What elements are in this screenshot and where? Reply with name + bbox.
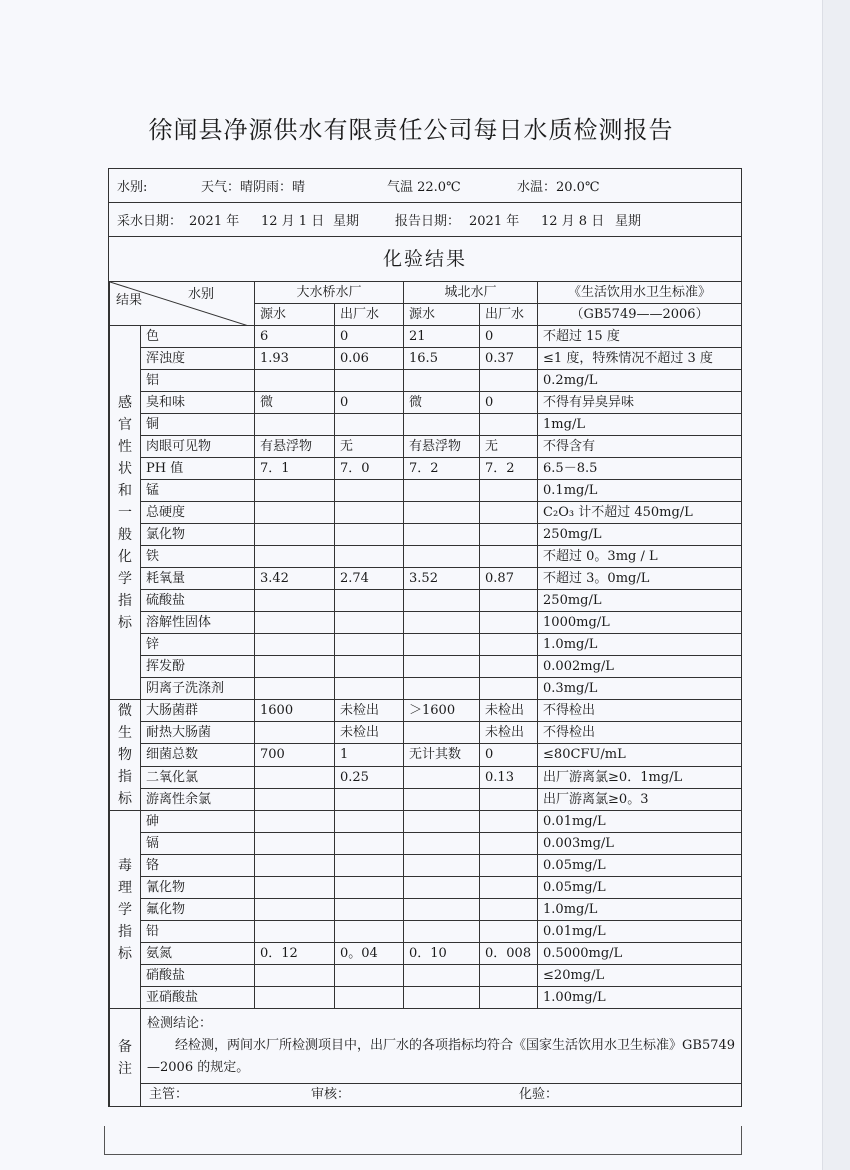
category-sensory-cell bbox=[110, 326, 141, 700]
cell-std: 不得检出 bbox=[538, 700, 742, 722]
table-row bbox=[110, 987, 742, 1009]
cell-dsq-out: 未检出 bbox=[335, 722, 404, 744]
cell-cb-out bbox=[480, 502, 538, 524]
cell-item: 锌 bbox=[141, 634, 255, 656]
cell-std: 0.01mg/L bbox=[538, 921, 742, 943]
cell-std: 出厂游离氯≥0。3 bbox=[538, 788, 742, 810]
weather-field: 天气：晴阴雨：晴 bbox=[201, 180, 306, 195]
cell-dsq-raw: 7．1 bbox=[255, 458, 335, 480]
table-row bbox=[110, 877, 742, 899]
cell-cb-raw bbox=[404, 965, 480, 987]
cell-cb-raw bbox=[404, 656, 480, 678]
cell-std: 0.1mg/L bbox=[538, 480, 742, 502]
cell-dsq-raw bbox=[255, 612, 335, 634]
cell-cb-raw bbox=[404, 855, 480, 877]
cell-dsq-raw bbox=[255, 921, 335, 943]
cell-dsq-out bbox=[335, 546, 404, 568]
cell-item: 铁 bbox=[141, 546, 255, 568]
cell-item: 硫酸盐 bbox=[141, 590, 255, 612]
cell-cb-out bbox=[480, 855, 538, 877]
cell-dsq-raw bbox=[255, 414, 335, 436]
cell-dsq-out bbox=[335, 921, 404, 943]
category-sensory: 感官性状和一般化学指标 bbox=[118, 394, 132, 631]
table-row bbox=[110, 656, 742, 678]
table-row bbox=[110, 855, 742, 877]
cell-item: 氯化物 bbox=[141, 524, 255, 546]
category-toxic: 毒理学指标 bbox=[118, 857, 132, 962]
table-row bbox=[110, 348, 742, 370]
cell-std: ≤20mg/L bbox=[538, 965, 742, 987]
cell-cb-out bbox=[480, 788, 538, 810]
cell-cb-raw bbox=[404, 634, 480, 656]
cell-cb-out: 0.37 bbox=[480, 348, 538, 370]
cell-dsq-out: 0.25 bbox=[335, 766, 404, 788]
table-row bbox=[110, 811, 742, 833]
cell-dsq-raw bbox=[255, 678, 335, 700]
cell-cb-raw: 16.5 bbox=[404, 348, 480, 370]
cell-item: 臭和味 bbox=[141, 392, 255, 414]
cell-item: 溶解性固体 bbox=[141, 612, 255, 634]
cell-cb-raw bbox=[404, 414, 480, 436]
table-row bbox=[110, 788, 742, 810]
cell-item: 游离性余氯 bbox=[141, 788, 255, 810]
supervisor-label: 主管： bbox=[149, 1087, 189, 1102]
sampling-weekday: 星期 bbox=[333, 214, 360, 229]
cell-item: 色 bbox=[141, 326, 255, 348]
conclusion-text: 经检测，两间水厂所检测项目中，出厂水的各项指标均符合《国家生活饮用水卫生标准》GB5749—2006 的规定。 bbox=[147, 1038, 736, 1075]
cell-cb-out: 0 bbox=[480, 392, 538, 414]
cell-item: 耗氧量 bbox=[141, 568, 255, 590]
cell-dsq-out: 0 bbox=[335, 392, 404, 414]
cell-cb-out bbox=[480, 656, 538, 678]
cell-dsq-out bbox=[335, 855, 404, 877]
cell-dsq-raw bbox=[255, 877, 335, 899]
tester-label: 化验： bbox=[519, 1087, 559, 1102]
cell-item: 氨氮 bbox=[141, 943, 255, 965]
table-row bbox=[110, 480, 742, 502]
cell-cb-out bbox=[480, 877, 538, 899]
remarks-row bbox=[110, 1009, 742, 1084]
cell-dsq-raw bbox=[255, 480, 335, 502]
cell-std: 1mg/L bbox=[538, 414, 742, 436]
sampling-year: 2021 年 bbox=[189, 214, 240, 229]
cell-cb-raw bbox=[404, 987, 480, 1009]
plant1-raw-header: 源水 bbox=[255, 304, 335, 326]
table-row bbox=[110, 965, 742, 987]
cell-dsq-raw bbox=[255, 524, 335, 546]
cell-cb-raw: 0．10 bbox=[404, 943, 480, 965]
cell-cb-out bbox=[480, 634, 538, 656]
table-row bbox=[110, 722, 742, 744]
report-weekday: 星期 bbox=[615, 214, 642, 229]
table-row bbox=[110, 546, 742, 568]
cell-dsq-raw bbox=[255, 656, 335, 678]
table-row bbox=[110, 766, 742, 788]
cell-dsq-out bbox=[335, 678, 404, 700]
cell-dsq-raw: 700 bbox=[255, 744, 335, 766]
cell-cb-raw bbox=[404, 877, 480, 899]
cell-cb-raw bbox=[404, 899, 480, 921]
report-date-label: 报告日期： bbox=[395, 214, 461, 229]
signature-row bbox=[110, 1084, 742, 1107]
report-month-day: 12 月 8 日 bbox=[541, 214, 605, 229]
cell-cb-raw bbox=[404, 370, 480, 392]
cell-dsq-raw bbox=[255, 590, 335, 612]
header-corner-cell bbox=[110, 282, 255, 326]
remarks-label: 备注 bbox=[118, 1038, 132, 1077]
cell-std: 不超过 3。0mg/L bbox=[538, 568, 742, 590]
cell-dsq-raw: 1.93 bbox=[255, 348, 335, 370]
date-row bbox=[109, 202, 741, 236]
cell-std: 0.5000mg/L bbox=[538, 943, 742, 965]
cell-cb-raw bbox=[404, 921, 480, 943]
cell-std: 0.3mg/L bbox=[538, 678, 742, 700]
cell-dsq-raw bbox=[255, 965, 335, 987]
report-title: 徐闻县净源供水有限责任公司每日水质检测报告 bbox=[148, 116, 674, 144]
cell-dsq-out: 7．0 bbox=[335, 458, 404, 480]
cell-cb-out: 7．2 bbox=[480, 458, 538, 480]
cell-dsq-out: 0.06 bbox=[335, 348, 404, 370]
air-temp-field: 气温 22.0℃ bbox=[387, 180, 461, 195]
cell-cb-raw: 3.52 bbox=[404, 568, 480, 590]
cell-std: 不得有异臭异味 bbox=[538, 392, 742, 414]
table-row bbox=[110, 833, 742, 855]
cell-dsq-raw: 0．12 bbox=[255, 943, 335, 965]
cell-dsq-raw bbox=[255, 788, 335, 810]
remarks-content bbox=[141, 1009, 742, 1084]
cell-std: 不得含有 bbox=[538, 436, 742, 458]
cell-cb-raw bbox=[404, 590, 480, 612]
category-toxic-cell bbox=[110, 811, 141, 1009]
sampling-month-day: 12 月 1 日 bbox=[261, 214, 325, 229]
table-row bbox=[110, 568, 742, 590]
cell-dsq-out: 无 bbox=[335, 436, 404, 458]
cell-cb-raw bbox=[404, 722, 480, 744]
cell-dsq-out bbox=[335, 634, 404, 656]
cell-cb-out: 0．008 bbox=[480, 943, 538, 965]
cell-dsq-out: 未检出 bbox=[335, 700, 404, 722]
cell-dsq-out: 2.74 bbox=[335, 568, 404, 590]
cell-std: 6.5－8.5 bbox=[538, 458, 742, 480]
cell-dsq-raw bbox=[255, 722, 335, 744]
cell-cb-raw: ＞1600 bbox=[404, 700, 480, 722]
cell-cb-out bbox=[480, 833, 538, 855]
table-row bbox=[110, 634, 742, 656]
table-header-row bbox=[110, 282, 742, 304]
cell-std: 250mg/L bbox=[538, 524, 742, 546]
table-row bbox=[110, 326, 742, 348]
table-row bbox=[110, 370, 742, 392]
cell-dsq-raw bbox=[255, 811, 335, 833]
cell-cb-out: 未检出 bbox=[480, 700, 538, 722]
cell-dsq-out bbox=[335, 370, 404, 392]
cell-item: 二氧化氯 bbox=[141, 766, 255, 788]
cell-item: 硝酸盐 bbox=[141, 965, 255, 987]
signature-cell bbox=[141, 1084, 742, 1107]
cell-item: 肉眼可见物 bbox=[141, 436, 255, 458]
cell-item: 细菌总数 bbox=[141, 744, 255, 766]
water-type-label: 水别: bbox=[117, 180, 148, 195]
sampling-date-label: 采水日期： bbox=[117, 214, 183, 229]
results-title: 化验结果 bbox=[109, 236, 741, 281]
cell-cb-out: 0.13 bbox=[480, 766, 538, 788]
cell-std: 1.0mg/L bbox=[538, 899, 742, 921]
cell-std: 250mg/L bbox=[538, 590, 742, 612]
cell-cb-out bbox=[480, 480, 538, 502]
cell-item: 浑浊度 bbox=[141, 348, 255, 370]
report-year: 2021 年 bbox=[469, 214, 520, 229]
cell-dsq-raw bbox=[255, 987, 335, 1009]
cell-item: 铜 bbox=[141, 414, 255, 436]
cell-std: 0.003mg/L bbox=[538, 833, 742, 855]
cell-std: 0.05mg/L bbox=[538, 855, 742, 877]
cell-dsq-raw bbox=[255, 855, 335, 877]
cell-item: 砷 bbox=[141, 811, 255, 833]
cell-cb-out bbox=[480, 612, 538, 634]
cell-cb-raw: 无计其数 bbox=[404, 744, 480, 766]
cell-item: 铝 bbox=[141, 370, 255, 392]
cell-dsq-raw bbox=[255, 634, 335, 656]
report-frame bbox=[108, 168, 742, 1107]
table-row bbox=[110, 436, 742, 458]
plant2-out-header: 出厂水 bbox=[480, 304, 538, 326]
cell-dsq-raw bbox=[255, 899, 335, 921]
cell-dsq-raw bbox=[255, 502, 335, 524]
cell-cb-out: 无 bbox=[480, 436, 538, 458]
cell-cb-out bbox=[480, 370, 538, 392]
cell-dsq-out bbox=[335, 414, 404, 436]
remarks-label-cell bbox=[110, 1009, 141, 1107]
plant1-header: 大水桥水厂 bbox=[255, 282, 404, 304]
cell-cb-raw: 21 bbox=[404, 326, 480, 348]
cell-dsq-raw bbox=[255, 546, 335, 568]
cell-dsq-raw bbox=[255, 370, 335, 392]
cell-cb-raw: 7．2 bbox=[404, 458, 480, 480]
cell-cb-raw bbox=[404, 612, 480, 634]
standard-header-line1: 《生活饮用水卫生标准》 bbox=[538, 282, 742, 304]
cell-std: 0.2mg/L bbox=[538, 370, 742, 392]
category-micro-cell bbox=[110, 700, 141, 811]
bottom-blank-row bbox=[104, 1126, 742, 1155]
cell-cb-raw bbox=[404, 524, 480, 546]
cell-std: C₂O₃ 计不超过 450mg/L bbox=[538, 502, 742, 524]
results-table bbox=[109, 281, 742, 1107]
table-row bbox=[110, 524, 742, 546]
cell-item: 总硬度 bbox=[141, 502, 255, 524]
signature-line bbox=[141, 1084, 741, 1106]
plant2-raw-header: 源水 bbox=[404, 304, 480, 326]
cell-cb-out bbox=[480, 921, 538, 943]
cell-cb-raw bbox=[404, 546, 480, 568]
cell-std: 不超过 15 度 bbox=[538, 326, 742, 348]
cell-std: 0.05mg/L bbox=[538, 877, 742, 899]
cell-item: 铬 bbox=[141, 855, 255, 877]
cell-std: 出厂游离氯≥0．1mg/L bbox=[538, 766, 742, 788]
cell-dsq-out bbox=[335, 987, 404, 1009]
table-row bbox=[110, 744, 742, 766]
cell-std: 1.0mg/L bbox=[538, 634, 742, 656]
cell-cb-raw: 微 bbox=[404, 392, 480, 414]
cell-cb-out: 0 bbox=[480, 326, 538, 348]
cell-cb-out: 0 bbox=[480, 744, 538, 766]
page-edge bbox=[822, 0, 850, 1170]
corner-result-label: 结果 bbox=[116, 293, 143, 308]
cell-std: 不得检出 bbox=[538, 722, 742, 744]
cell-dsq-out: 1 bbox=[335, 744, 404, 766]
weather-row bbox=[109, 168, 741, 202]
table-row bbox=[110, 943, 742, 965]
cell-item: 铅 bbox=[141, 921, 255, 943]
corner-water-label: 水别 bbox=[187, 287, 214, 302]
cell-dsq-out bbox=[335, 965, 404, 987]
cell-dsq-raw: 6 bbox=[255, 326, 335, 348]
cell-item: 氰化物 bbox=[141, 877, 255, 899]
cell-item: 大肠菌群 bbox=[141, 700, 255, 722]
cell-std: 0.01mg/L bbox=[538, 811, 742, 833]
cell-cb-raw bbox=[404, 502, 480, 524]
cell-dsq-raw: 3.42 bbox=[255, 568, 335, 590]
cell-cb-out bbox=[480, 811, 538, 833]
cell-cb-raw bbox=[404, 811, 480, 833]
table-row bbox=[110, 458, 742, 480]
cell-cb-raw bbox=[404, 766, 480, 788]
results-body bbox=[110, 326, 742, 1009]
cell-dsq-out bbox=[335, 656, 404, 678]
cell-dsq-out bbox=[335, 833, 404, 855]
cell-cb-out bbox=[480, 546, 538, 568]
cell-dsq-out bbox=[335, 788, 404, 810]
cell-dsq-raw: 有悬浮物 bbox=[255, 436, 335, 458]
table-row bbox=[110, 612, 742, 634]
cell-dsq-raw: 1600 bbox=[255, 700, 335, 722]
cell-cb-out bbox=[480, 987, 538, 1009]
cell-dsq-out bbox=[335, 877, 404, 899]
cell-cb-raw bbox=[404, 833, 480, 855]
cell-cb-out: 0.87 bbox=[480, 568, 538, 590]
cell-cb-raw: 有悬浮物 bbox=[404, 436, 480, 458]
cell-cb-raw bbox=[404, 480, 480, 502]
cell-cb-out bbox=[480, 678, 538, 700]
cell-dsq-raw bbox=[255, 833, 335, 855]
table-row bbox=[110, 392, 742, 414]
table-row bbox=[110, 590, 742, 612]
cell-item: PH 值 bbox=[141, 458, 255, 480]
water-temp-field: 水温：20.0℃ bbox=[517, 180, 600, 195]
plant1-out-header: 出厂水 bbox=[335, 304, 404, 326]
table-row bbox=[110, 899, 742, 921]
cell-cb-out bbox=[480, 414, 538, 436]
cell-cb-raw bbox=[404, 788, 480, 810]
cell-item: 锰 bbox=[141, 480, 255, 502]
cell-cb-raw bbox=[404, 678, 480, 700]
cell-item: 耐热大肠菌 bbox=[141, 722, 255, 744]
cell-dsq-out bbox=[335, 502, 404, 524]
cell-item: 镉 bbox=[141, 833, 255, 855]
cell-cb-out bbox=[480, 899, 538, 921]
table-row bbox=[110, 700, 742, 722]
table-row bbox=[110, 678, 742, 700]
plant2-header: 城北水厂 bbox=[404, 282, 538, 304]
cell-dsq-out bbox=[335, 811, 404, 833]
cell-std: 1.00mg/L bbox=[538, 987, 742, 1009]
cell-std: ≤80CFU/mL bbox=[538, 744, 742, 766]
cell-item: 亚硝酸盐 bbox=[141, 987, 255, 1009]
conclusion-label: 检测结论： bbox=[147, 1016, 213, 1031]
cell-dsq-out bbox=[335, 590, 404, 612]
cell-dsq-out bbox=[335, 612, 404, 634]
table-row bbox=[110, 502, 742, 524]
cell-cb-out: 未检出 bbox=[480, 722, 538, 744]
cell-std: 1000mg/L bbox=[538, 612, 742, 634]
cell-cb-out bbox=[480, 965, 538, 987]
cell-cb-out bbox=[480, 590, 538, 612]
cell-dsq-out: 0 bbox=[335, 326, 404, 348]
cell-std: ≤1 度，特殊情况不超过 3 度 bbox=[538, 348, 742, 370]
cell-item: 挥发酚 bbox=[141, 656, 255, 678]
cell-dsq-raw bbox=[255, 766, 335, 788]
table-row bbox=[110, 414, 742, 436]
cell-dsq-raw: 微 bbox=[255, 392, 335, 414]
cell-dsq-out: 0。04 bbox=[335, 943, 404, 965]
cell-dsq-out bbox=[335, 480, 404, 502]
standard-header-line2: （GB5749——2006） bbox=[538, 304, 742, 326]
reviewer-label: 审核： bbox=[311, 1087, 351, 1102]
cell-cb-out bbox=[480, 524, 538, 546]
cell-item: 氟化物 bbox=[141, 899, 255, 921]
cell-dsq-out bbox=[335, 524, 404, 546]
cell-dsq-out bbox=[335, 899, 404, 921]
cell-std: 不超过 0。3mg / L bbox=[538, 546, 742, 568]
category-micro: 微生物指标 bbox=[118, 703, 132, 807]
table-row bbox=[110, 921, 742, 943]
cell-item: 阴离子洗涤剂 bbox=[141, 678, 255, 700]
cell-std: 0.002mg/L bbox=[538, 656, 742, 678]
